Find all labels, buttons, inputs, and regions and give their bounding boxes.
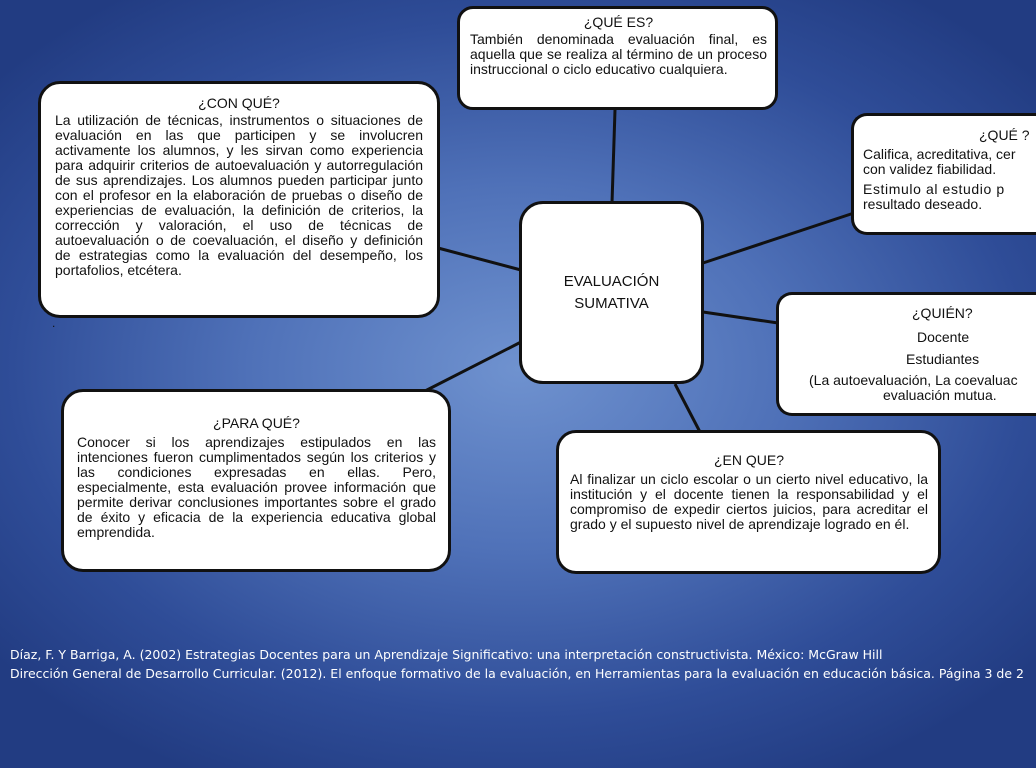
center-line1: EVALUACIÓN	[563, 272, 660, 290]
connector-para-que	[425, 342, 521, 391]
center-node	[519, 201, 704, 384]
box-en-que-title: ¿EN QUE?	[713, 452, 784, 468]
connector-quien	[703, 312, 778, 323]
box-que-es-text: También denominada evaluación final, es aquella que se realiza al término de un proceso instruccional o ciclo educativo cualquiera.	[470, 31, 767, 77]
box-quien-line3: (La autoevaluación, La coevaluac	[809, 372, 1018, 388]
box-que-es-title: ¿QUÉ ES?	[583, 14, 654, 30]
con-que-trailing-dot: .	[52, 316, 56, 330]
box-quien-line1: Docente	[917, 329, 970, 345]
box-quien-title: ¿QUIÉN?	[912, 305, 973, 321]
box-quien-line2: Estudiantes	[906, 351, 980, 367]
reference-2: Dirección General de Desarrollo Curricular. (2012). El enfoque formativo de la evaluación, en Herramientas para la evaluación en educación básica. Página 3 de 2	[10, 666, 1024, 681]
box-que-es	[457, 6, 778, 110]
box-que-title: ¿QUÉ ?	[979, 127, 1030, 143]
connector-en-que	[675, 384, 700, 432]
box-con-que	[38, 81, 440, 318]
box-en-que-text: Al finalizar un ciclo escolar o un cierto nivel educativo, la institución y el docente tienen la responsabilidad y el compromiso de expedir ciertos juicios, para acreditar el grado y el supuesto nivel de aprendizaje logrado en él.	[570, 471, 928, 532]
center-line2: SUMATIVA	[574, 294, 649, 312]
box-para-que-title: ¿PARA QUÉ?	[213, 415, 300, 431]
box-con-que-text: La utilización de técnicas, instrumentos o situaciones de evaluación en las que participen y se involucren activamente los alumnos, y les sirvan como experiencia para adquirir criterios de autoevaluación y autorregulación de sus aprendizajes. Los alumnos pueden participar junto con el profesor en la elaboración de pruebas o diseño de experiencias de evaluación, la definición de criterios, la corrección y valoración, el uso de técnicas de autoevaluación o de coevaluación, el diseño y definición de estrategias como la evaluación del desempeño, los portafolios, etcétera.	[55, 112, 423, 278]
box-que-line3: Estimulo al estudio p	[863, 181, 1005, 197]
box-que	[851, 113, 1036, 235]
references	[10, 645, 1024, 683]
box-quien-line4: evaluación mutua.	[883, 387, 997, 403]
reference-1: Díaz, F. Y Barriga, A. (2002) Estrategias Docentes para un Aprendizaje Significativo: una interpretación constructivista. México: McGraw Hill	[10, 647, 883, 662]
box-que-line1: Califica, acreditativa, cer	[863, 146, 1016, 162]
box-para-que	[61, 389, 451, 572]
box-que-line2: con validez fiabilidad.	[863, 161, 997, 177]
box-para-que-text: Conocer si los aprendizajes estipulados en las intenciones fueron cumplimentados según los criterios y las condiciones expresadas en ellas. Pero, especialmente, esta evaluación provee información que permite derivar conclusiones importantes sobre el grado de éxito y eficacia de la experiencia educativa global emprendida.	[77, 434, 436, 540]
box-con-que-title: ¿CON QUÉ?	[198, 95, 280, 111]
box-en-que	[556, 430, 941, 574]
connector-que	[703, 213, 854, 263]
connector-que-es	[612, 110, 615, 203]
box-quien	[776, 292, 1036, 416]
connector-con-que	[438, 248, 521, 270]
box-que-line4: resultado deseado.	[863, 196, 983, 212]
